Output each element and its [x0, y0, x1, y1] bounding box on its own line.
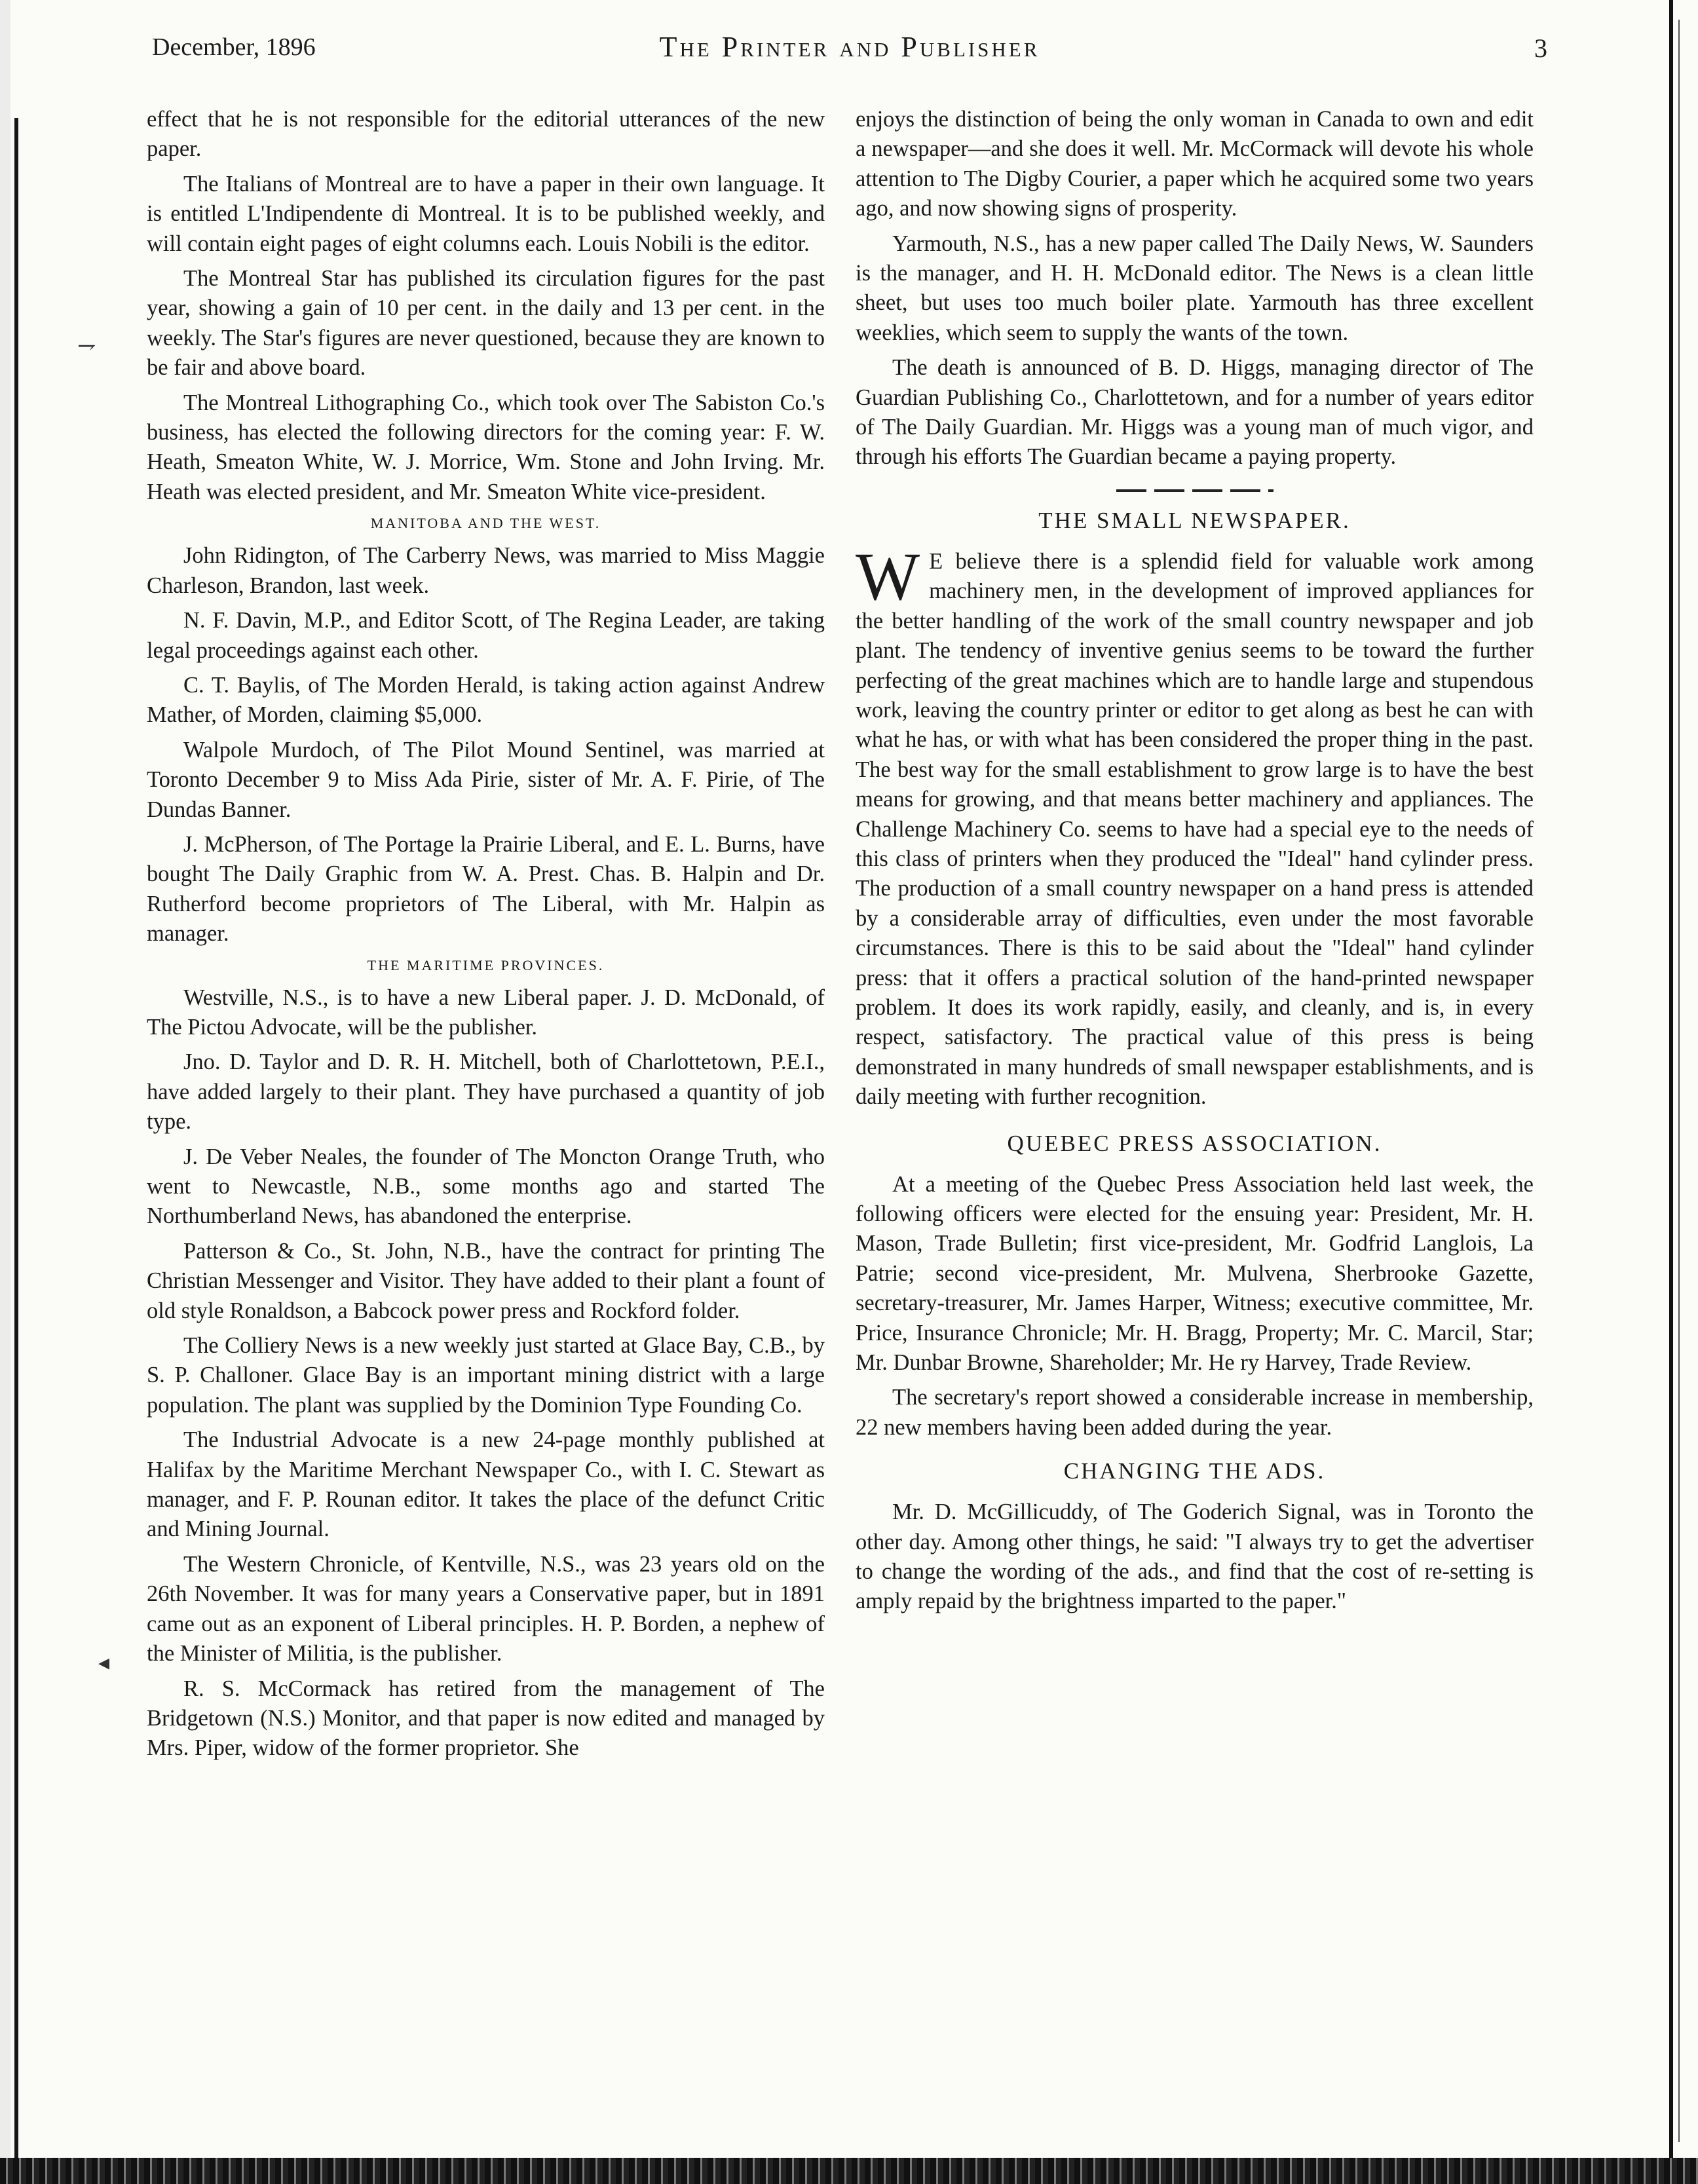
page-number: 3: [1534, 33, 1547, 63]
paragraph: N. F. Davin, M.P., and Editor Scott, of The Regina Leader, are taking legal proceedings against each other.: [147, 608, 825, 663]
paragraph: Yarmouth, N.S., has a new paper called The Daily News, W. Saunders is the manager, and H. H. McDonald editor. The News is a clean little sheet, but uses too much boiler plate. Yarmouth has three excellent weeklies, which seem to supply the wants of the town.: [856, 231, 1534, 345]
heading-small-newspaper: THE SMALL NEWSPAPER.: [1038, 507, 1351, 533]
paragraph: C. T. Baylis, of The Morden Herald, is taking action against Andrew Mather, of Morden, claiming $5,000.: [147, 672, 825, 728]
paragraph: The Italians of Montreal are to have a paper in their own language. It is entitled L'Indipendente di Montreal. It is to be published weekly, and will contain eight pages of eight columns each. Louis Nobili is the editor.: [147, 171, 825, 256]
paragraph: John Ridington, of The Carberry News, was married to Miss Maggie Charleson, Brandon, last week.: [147, 543, 825, 598]
page-left-edge: [0, 0, 10, 2184]
paragraph: The Montreal Star has published its circulation figures for the past year, showing a gain of 10 per cent. in the daily and 13 per cent. in the weekly. The Star's figures are never questioned, because they are known to be fair and above board.: [147, 266, 825, 381]
right-edge-line: [1669, 0, 1673, 2184]
paragraph: The Western Chronicle, of Kentville, N.S., was 23 years old on the 26th November. It was for many years a Conservative paper, but in 1891 came out as an exponent of Liberal principles. H. P. Borden, a nephew of the Minister of Militia, is the publisher.: [147, 1551, 825, 1666]
subhead-maritime: THE MARITIME PROVINCES.: [367, 956, 605, 973]
bottom-scan-edge: [0, 2158, 1698, 2184]
paragraph: Westville, N.S., is to have a new Liberal paper. J. D. McDonald, of The Pictou Advocate, will be the publisher.: [147, 985, 825, 1040]
paragraph: At a meeting of the Quebec Press Association held last week, the following officers were elected for the ensuing year: President, Mr. H. Mason, Trade Bulletin; first vice-president, Mr. Godfrid Langlois, La Patrie; second vice-president, Mr. Mulvena, Sherbrooke Gazette, secretary-treasurer, Mr. James Harper, Witness; executive committee, Mr. Price, Insurance Chronicle; Mr. H. Bragg, Property; Mr. C. Marcil, Star; Mr. Dunbar Browne, Shareholder; Mr. He ry Harvey, Trade Review.: [856, 1171, 1534, 1376]
heading-quebec-press: QUEBEC PRESS ASSOCIATION.: [1007, 1130, 1382, 1156]
paragraph: The secretary's report showed a considerable increase in membership, 22 new members having been added during the year.: [856, 1385, 1534, 1440]
paragraph: J. McPherson, of The Portage la Prairie Liberal, and E. L. Burns, have bought The Daily Graphic from W. A. Prest. Chas. B. Halpin and Dr. Rutherford become proprietors of The Liberal, with Mr. Halpin as manager.: [147, 831, 825, 947]
paragraph: Mr. D. McGillicuddy, of The Goderich Signal, was in Toronto the other day. Among other things, he said: "I always try to get the advertiser to change the wording of the ads., and find that the cost of re-setting is amply repaid by the brightness imparted to the paper.": [856, 1499, 1534, 1614]
margin-mark-arrow: ⇁: [77, 334, 96, 358]
margin-mark-pointer: ◂: [98, 1651, 110, 1675]
paragraph: enjoys the distinction of being the only woman in Canada to own and edit a newspaper—and she does it well. Mr. McCormack will devote his whole attention to The Digby Courier, a paper which he acquired some two years ago, and now showing signs of prosperity.: [856, 107, 1534, 221]
paragraph: Walpole Murdoch, of The Pilot Mound Sentinel, was married at Toronto December 9 to Miss Ada Pirie, sister of Mr. A. F. Pirie, of The Dundas Banner.: [147, 737, 825, 822]
paragraph: effect that he is not responsible for the editorial utterances of the new paper.: [147, 107, 825, 162]
binding-shadow: [14, 118, 18, 2162]
section-divider: [1116, 489, 1274, 492]
right-column: [856, 105, 1534, 1622]
article-text: E believe there is a splendid field for valuable work among machinery men, in the development of improved appliances for the better handling of the work of the small country newspaper and job plant. The tendency of inventive genius seems to be toward the further perfecting of the great machines which are to handle large and stupendous work, leaving the country printer or editor to get along as best he can with what he has, or with what has been considered the proper thing in the past. The best way for the small establishment to grow large is to have the best means for growing, and that means better machinery and appliances. The Challenge Machinery Co. seems to have had a special eye to the needs of this class of printers when they produced the "Ideal" hand cylinder press. The production of a small country newspaper on a hand press is attended by a considerable array of difficulties, even under the most favorable circumstances. There is this to be said about the "Ideal" hand cylinder press: that it offers a practical solution of the hand-printed newspaper problem. It does its work rapidly, easily, and cleanly, and is, in every respect, satisfactory. The practical value of this press is being demonstrated in many hundreds of small newspaper establishments, and is daily meeting with further recognition.: [856, 548, 1534, 1110]
paragraph: R. S. McCormack has retired from the management of The Bridgetown (N.S.) Monitor, and that paper is now edited and managed by Mrs. Piper, widow of the former proprietor. She: [147, 1676, 825, 1761]
paragraph: Patterson & Co., St. John, N.B., have the contract for printing The Christian Messenger and Visitor. They have added to their plant a fount of old style Ronaldson, a Babcock power press and Rockford folder.: [147, 1238, 825, 1323]
right-edge-line-thin: [1678, 20, 1680, 2142]
paragraph: The death is announced of B. D. Higgs, managing director of The Guardian Publishing Co., Charlottetown, and for a number of years editor of The Daily Guardian. Mr. Higgs was a young man of much vigor, and through his efforts The Guardian became a paying property.: [856, 355, 1534, 470]
paragraph: Jno. D. Taylor and D. R. H. Mitchell, both of Charlottetown, P.E.I., have added largely to their plant. They have purchased a quantity of job type.: [147, 1049, 825, 1135]
left-column: [147, 105, 825, 1769]
article-small-newspaper: [856, 538, 1534, 1112]
header-date: December, 1896: [152, 33, 316, 61]
header-title: The Printer and Publisher: [659, 31, 1040, 63]
paragraph: The Industrial Advocate is a new 24-page monthly published at Halifax by the Maritime Merchant Newspaper Co., with I. C. Stewart as manager, and F. P. Rounan editor. It takes the place of the defunct Critic and Mining Journal.: [147, 1427, 825, 1542]
subhead-manitoba: MANITOBA AND THE WEST.: [370, 515, 601, 532]
paragraph: J. De Veber Neales, the founder of The Moncton Orange Truth, who went to Newcastle, N.B., some months ago and started The Northumberland News, has abandoned the enterprise.: [147, 1144, 825, 1229]
paragraph: The Colliery News is a new weekly just started at Glace Bay, C.B., by S. P. Challoner. Glace Bay is an important mining district with a large population. The plant was supplied by the Dominion Type Founding Co.: [147, 1333, 825, 1418]
paragraph: The Montreal Lithographing Co., which took over The Sabiston Co.'s business, has elected the following directors for the coming year: F. W. Heath, Smeaton White, W. J. Morrice, Wm. Stone and John Irving. Mr. Heath was elected president, and Mr. Smeaton White vice-president.: [147, 390, 825, 504]
drop-cap: W: [856, 538, 920, 614]
page-header: [152, 33, 1547, 72]
heading-changing-ads: CHANGING THE ADS.: [1063, 1458, 1326, 1484]
